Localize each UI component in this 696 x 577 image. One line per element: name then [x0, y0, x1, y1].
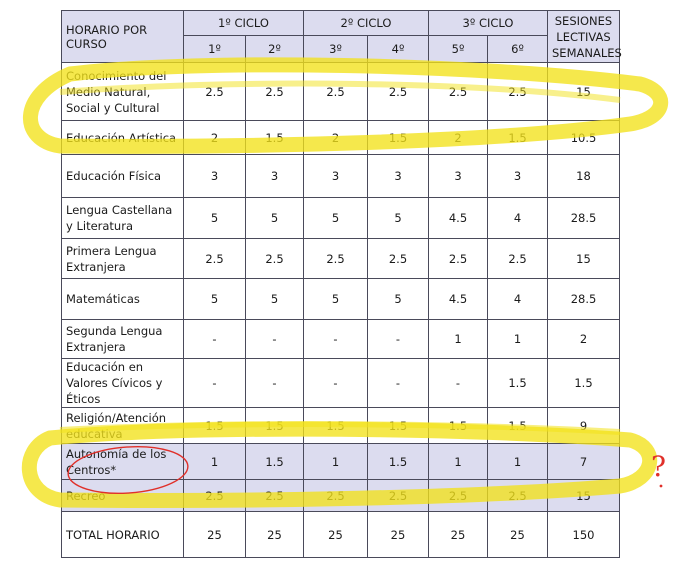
subject-cell: Educación Física — [62, 155, 184, 198]
hours-cell: 5 — [246, 198, 304, 239]
hours-cell: - — [246, 320, 304, 359]
hours-cell: 1 — [488, 444, 548, 480]
sessions-cell: 2 — [548, 320, 620, 359]
subject-cell: Autonomía de los Centros* — [62, 444, 184, 480]
hours-cell: 1.5 — [304, 408, 368, 444]
hours-cell: 1.5 — [368, 444, 429, 480]
header-row-cycles — [62, 11, 620, 36]
hours-cell: 2.5 — [246, 239, 304, 279]
hours-cell: 5 — [184, 198, 246, 239]
hours-cell: 2.5 — [304, 63, 368, 121]
sessions-cell: 9 — [548, 408, 620, 444]
sessions-cell: 10.5 — [548, 121, 620, 155]
hours-cell: 1.5 — [184, 408, 246, 444]
hours-cell: 3 — [184, 155, 246, 198]
hours-cell: 1.5 — [488, 121, 548, 155]
hours-cell: 2.5 — [304, 239, 368, 279]
hours-cell: 2 — [429, 121, 488, 155]
hours-cell: 3 — [368, 155, 429, 198]
header-course: 1º — [184, 36, 246, 63]
hours-cell: - — [304, 320, 368, 359]
hours-cell: 2.5 — [488, 63, 548, 121]
hours-cell: 25 — [304, 512, 368, 558]
hours-cell: 2.5 — [488, 480, 548, 512]
hours-cell: 25 — [184, 512, 246, 558]
hours-cell: 5 — [368, 198, 429, 239]
table-row — [62, 279, 620, 320]
header-sessions: SESIONES LECTIVAS SEMANALES — [548, 11, 620, 63]
hours-cell: 5 — [304, 198, 368, 239]
hours-cell: 5 — [368, 279, 429, 320]
header-cycle-1: 1º CICLO — [184, 11, 304, 36]
hours-cell: 1.5 — [429, 408, 488, 444]
hours-cell: 1 — [184, 444, 246, 480]
hours-cell: 1 — [429, 444, 488, 480]
sessions-cell: 28.5 — [548, 279, 620, 320]
hours-cell: 3 — [488, 155, 548, 198]
hours-cell: 2.5 — [184, 480, 246, 512]
sessions-cell: 150 — [548, 512, 620, 558]
hours-cell: 1.5 — [368, 408, 429, 444]
header-course: 4º — [368, 36, 429, 63]
hours-cell: 2.5 — [429, 480, 488, 512]
subject-cell: Lengua Castellana y Literatura — [62, 198, 184, 239]
subject-cell: Recreo — [62, 480, 184, 512]
sessions-cell: 15 — [548, 239, 620, 279]
question-mark-dot — [660, 485, 663, 488]
hours-cell: - — [304, 359, 368, 408]
sessions-cell: 1.5 — [548, 359, 620, 408]
hours-cell: 25 — [246, 512, 304, 558]
hours-cell: 4.5 — [429, 279, 488, 320]
subject-cell: Matemáticas — [62, 279, 184, 320]
hours-cell: 2.5 — [488, 239, 548, 279]
header-course: 6º — [488, 36, 548, 63]
hours-cell: 2.5 — [184, 63, 246, 121]
hours-cell: 2.5 — [368, 239, 429, 279]
hours-cell: 3 — [246, 155, 304, 198]
question-mark: ? — [651, 450, 667, 483]
header-cycle-2: 2º CICLO — [304, 11, 429, 36]
hours-cell: 5 — [184, 279, 246, 320]
hours-cell: 25 — [368, 512, 429, 558]
schedule-table — [61, 10, 620, 558]
hours-cell: 3 — [304, 155, 368, 198]
hours-cell: 2.5 — [429, 239, 488, 279]
hours-cell: 1.5 — [368, 121, 429, 155]
subject-cell: Primera Lengua Extranjera — [62, 239, 184, 279]
hours-cell: 2.5 — [368, 480, 429, 512]
table-row — [62, 121, 620, 155]
hours-cell: 25 — [429, 512, 488, 558]
hours-cell: - — [368, 320, 429, 359]
subject-cell: Conocimiento del Medio Natural, Social y Cultural — [62, 63, 184, 121]
hours-cell: 4.5 — [429, 198, 488, 239]
hours-cell: 1 — [304, 444, 368, 480]
hours-cell: 1 — [429, 320, 488, 359]
hours-cell: - — [429, 359, 488, 408]
hours-cell: 1.5 — [488, 359, 548, 408]
sessions-cell: 18 — [548, 155, 620, 198]
hours-cell: - — [246, 359, 304, 408]
hours-cell: 2.5 — [304, 480, 368, 512]
table-row — [62, 155, 620, 198]
hours-cell: 3 — [429, 155, 488, 198]
hours-cell: 2 — [184, 121, 246, 155]
hours-cell: 25 — [488, 512, 548, 558]
table-row — [62, 320, 620, 359]
hours-cell: 2.5 — [368, 63, 429, 121]
subject-cell: Educación en Valores Cívicos y Éticos — [62, 359, 184, 408]
hours-cell: - — [184, 359, 246, 408]
sessions-cell: 15 — [548, 480, 620, 512]
sessions-cell: 28.5 — [548, 198, 620, 239]
table-row — [62, 63, 620, 121]
hours-cell: 5 — [246, 279, 304, 320]
hours-cell: 4 — [488, 198, 548, 239]
header-cycle-3: 3º CICLO — [429, 11, 548, 36]
header-corner: HORARIO POR CURSO — [62, 11, 184, 63]
subject-cell: Educación Artística — [62, 121, 184, 155]
hours-cell: 1.5 — [246, 408, 304, 444]
hours-cell: - — [368, 359, 429, 408]
table-row — [62, 359, 620, 408]
table-row — [62, 239, 620, 279]
hours-cell: 2.5 — [184, 239, 246, 279]
hours-cell: 1.5 — [246, 444, 304, 480]
header-course: 5º — [429, 36, 488, 63]
hours-cell: 1 — [488, 320, 548, 359]
hours-cell: 2.5 — [429, 63, 488, 121]
sessions-cell: 7 — [548, 444, 620, 480]
subject-cell: Segunda Lengua Extranjera — [62, 320, 184, 359]
table-row — [62, 408, 620, 444]
table-row — [62, 198, 620, 239]
hours-cell: 4 — [488, 279, 548, 320]
table-row — [62, 480, 620, 512]
hours-cell: 2 — [304, 121, 368, 155]
hours-cell: - — [184, 320, 246, 359]
header-course: 3º — [304, 36, 368, 63]
header-course: 2º — [246, 36, 304, 63]
hours-cell: 2.5 — [246, 480, 304, 512]
table-row — [62, 512, 620, 558]
subject-cell: TOTAL HORARIO — [62, 512, 184, 558]
sessions-cell: 15 — [548, 63, 620, 121]
table-row — [62, 444, 620, 480]
subject-cell: Religión/Atención educativa — [62, 408, 184, 444]
hours-cell: 1.5 — [488, 408, 548, 444]
hours-cell: 2.5 — [246, 63, 304, 121]
hours-cell: 1.5 — [246, 121, 304, 155]
hours-cell: 5 — [304, 279, 368, 320]
